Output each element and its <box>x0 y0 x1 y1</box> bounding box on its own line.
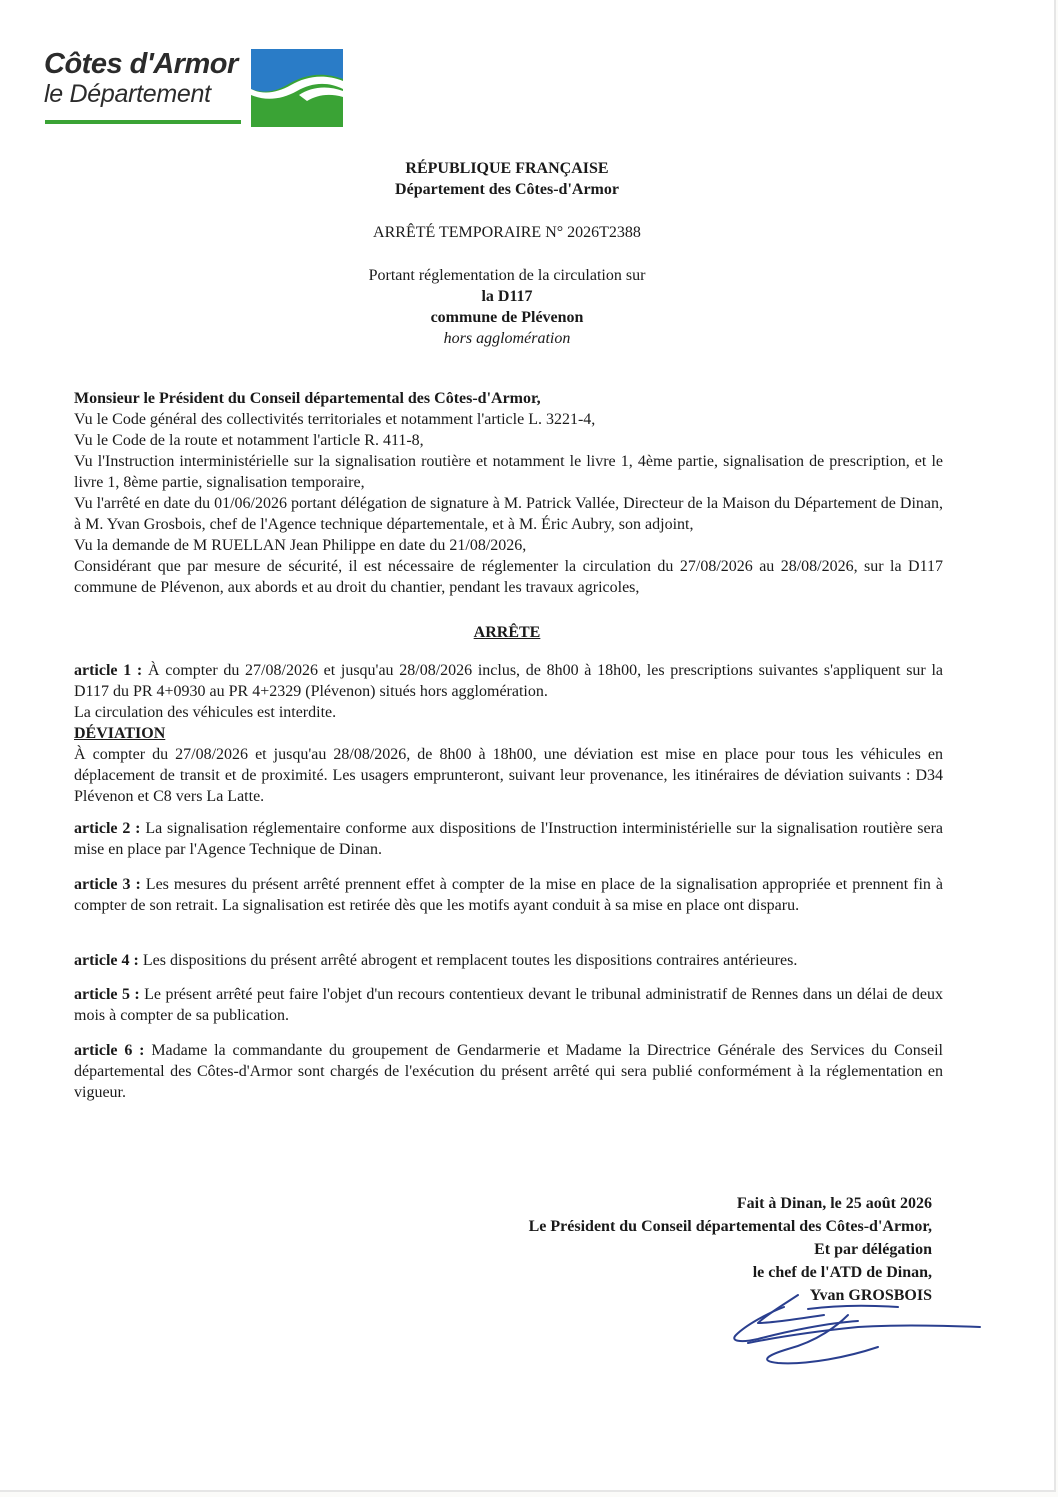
department-title: Département des Côtes-d'Armor <box>395 181 619 198</box>
preamble-line: Vu le Code de la route et notamment l'article R. 411-8, <box>74 432 424 449</box>
signatory-role: le chef de l'ATD de Dinan, <box>752 1264 932 1281</box>
article-text: La circulation des véhicules est interdite. <box>74 704 337 721</box>
article-label: article 3 : <box>74 876 141 893</box>
article-text: Les mesures du présent arrêté prennent effet à compter de la mise en place de la signalisation appropriée et prennent fin à compter de son retrait. La signalisation est retirée dès que les motifs ayant conduit à sa mise en place ont disparu. <box>74 876 944 914</box>
preamble <box>74 388 943 598</box>
handwritten-signature-icon <box>728 1285 984 1375</box>
deviation-heading: DÉVIATION <box>74 725 166 742</box>
article-text: Le présent arrêté peut faire l'objet d'un recours contentieux devant le tribunal administratif de Rennes dans un délai de deux mois à compter de sa publication. <box>74 986 944 1024</box>
department-logo <box>44 47 344 129</box>
article-4 <box>74 950 943 971</box>
subject-line: Portant réglementation de la circulation sur <box>368 267 646 284</box>
signatory-name: Yvan GROSBOIS <box>809 1287 932 1304</box>
article-3 <box>74 874 943 916</box>
wave-emblem-icon <box>251 49 343 127</box>
article-1 <box>74 660 943 807</box>
signatory-title: Le Président du Conseil départemental des Côtes-d'Armor, <box>528 1218 932 1235</box>
addressee: Monsieur le Président du Conseil départemental des Côtes-d'Armor, <box>74 390 541 407</box>
deviation-text: À compter du 27/08/2026 et jusqu'au 28/08/2026, de 8h00 à 18h00, une déviation est mise en place pour tous les véhicules en déplacement de transit et de proximité. Les usagers emprunteront, suivant leur provenance, les itinéraires de déviation suivants : D34 Plévenon et C8 vers La Latte. <box>74 746 943 805</box>
article-label: article 4 : <box>74 952 139 969</box>
preamble-line: Vu l'arrêté en date du 01/06/2026 portant délégation de signature à M. Patrick Vallée, Directeur de la Maison du Département de Dinan, à M. Yvan Grosbois, chef de l'Agence technique départementale, et à M. Éric Aubry, son adjoint, <box>74 495 943 533</box>
article-label: article 5 : <box>74 986 140 1003</box>
article-5 <box>74 984 943 1026</box>
preamble-line: Vu la demande de M RUELLAN Jean Philippe en date du 21/08/2026, <box>74 537 527 554</box>
article-label: article 2 : <box>74 820 141 837</box>
republic-title: RÉPUBLIQUE FRANÇAISE <box>405 160 609 177</box>
preamble-line: Vu l'Instruction interministérielle sur la signalisation routière et notamment le livre 1, 4ème partie, signalisation de prescription, et le livre 1, 8ème partie, signalisation temporaire, <box>74 453 943 491</box>
arrete-heading: ARRÊTE <box>473 624 541 641</box>
place-date: Fait à Dinan, le 25 août 2026 <box>736 1195 932 1212</box>
logo-underline <box>45 120 241 124</box>
road-name: la D117 <box>481 288 533 305</box>
zone-label: hors agglomération <box>443 330 571 347</box>
logo-wordmark <box>44 49 238 109</box>
article-label: article 1 : <box>74 662 143 679</box>
logo-line-2: le Département <box>44 80 211 108</box>
decree-title: ARRÊTÉ TEMPORAIRE N° 2026T2388 <box>373 224 641 241</box>
article-text: La signalisation réglementaire conforme aux dispositions de l'Instruction interministérielle sur la signalisation routière sera mise en place par l'Agence Technique de Dinan. <box>74 820 944 858</box>
article-text: À compter du 27/08/2026 et jusqu'au 28/08/2026 inclus, de 8h00 à 18h00, les prescriptions suivantes s'appliquent sur la D117 du PR 4+0930 au PR 4+2329 (Plévenon) situés hors agglomération. <box>74 662 943 700</box>
article-text: Les dispositions du présent arrêté abrogent et remplacent toutes les dispositions contraires antérieures. <box>142 952 798 969</box>
delegation-line: Et par délégation <box>814 1241 932 1258</box>
commune-name: commune de Plévenon <box>430 309 584 326</box>
article-2 <box>74 818 943 860</box>
preamble-line: Vu le Code général des collectivités territoriales et notamment l'article L. 3221-4, <box>74 411 596 428</box>
article-text: Madame la commandante du groupement de Gendarmerie et Madame la Directrice Générale des Services du Conseil départemental des Côtes-d'Armor sont chargés de l'exécution du présent arrêté qui sera publié conformément à la réglementation en vigueur. <box>74 1042 944 1101</box>
logo-line-1: Côtes d'Armor <box>44 48 238 80</box>
article-label: article 6 : <box>74 1042 145 1059</box>
preamble-line: Considérant que par mesure de sécurité, il est nécessaire de réglementer la circulation du 27/08/2026 au 28/08/2026, sur la D117 commune de Plévenon, aux abords et au droit du chantier, pendant les travaux agricoles, <box>74 558 943 596</box>
arrete-heading-wrap <box>0 624 1014 642</box>
article-6 <box>74 1040 943 1103</box>
